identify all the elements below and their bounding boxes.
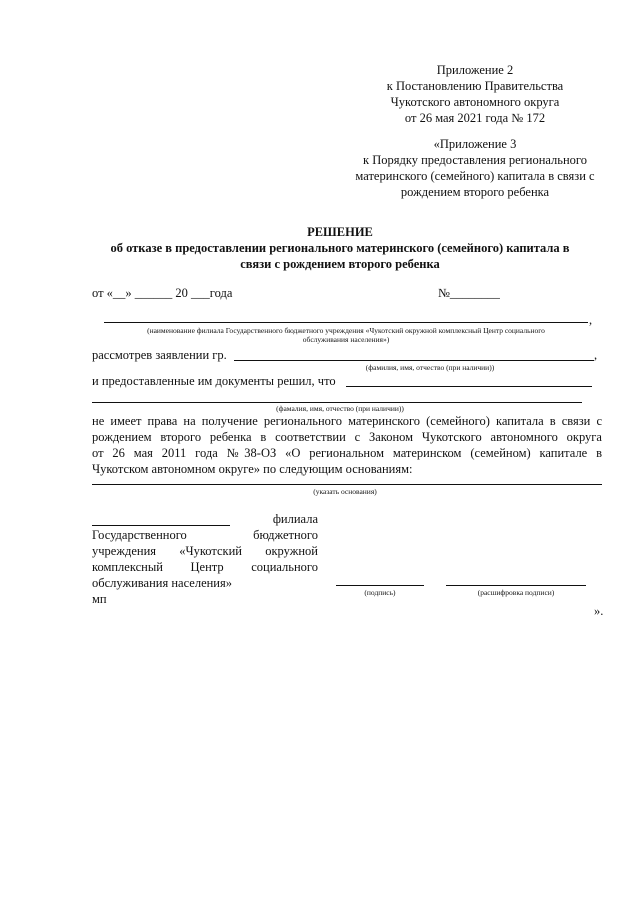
sig-word: учреждения (92, 544, 157, 558)
signature-line (336, 585, 424, 586)
closing-quote: ». (594, 604, 604, 618)
document-title (60, 224, 620, 272)
applicant-caption: (фамилия, имя, отчество (при наличии)) (365, 363, 495, 372)
appendix-header (340, 62, 610, 126)
title-sub-1: об отказе в предоставлении регионального материнского (семейного) капитала в (110, 241, 570, 255)
docs-caption: (фамалия, имя, отчество (при наличии)) (276, 404, 404, 413)
sig-word: комплексный (92, 560, 163, 574)
appendix-line-3: Чукотского автономного округа (390, 95, 560, 109)
sig-row-5: обслуживания населения» (92, 576, 232, 590)
signature-block (92, 511, 318, 607)
sig-word: Государственного (92, 528, 187, 542)
branch-caption-1: (наименование филиала Государственного бюджетного учреждения «Чукотский окружной комплексный Центр социального (147, 326, 545, 335)
appendix-inner-line-3: материнского (семейного) капитала в связи с (355, 169, 595, 183)
appendix-inner-line-4: рождением второго ребенка (400, 185, 550, 199)
title-heading: РЕШЕНИЕ (307, 225, 373, 239)
reason-caption: (указать основания) (313, 487, 377, 496)
appendix-inner-line-1: «Приложение 3 (433, 137, 517, 151)
number-field: №________ (438, 286, 500, 300)
applicant-comma: , (594, 348, 598, 362)
title-sub-2: связи с рождением второго ребенка (240, 257, 440, 271)
sig-word: бюджетного (253, 528, 318, 542)
sig-row-3 (92, 543, 318, 559)
body-line-3: от 26 мая 2011 года №38-ОЗ «О региональном материнском (семейном) капитале в (92, 446, 602, 460)
date-field: от «__» ______ 20 ___года (92, 286, 233, 300)
sig-word: окружной (265, 544, 318, 558)
signature-decode-line (446, 585, 586, 586)
appendix-line-1: Приложение 2 (436, 63, 514, 77)
sig-word: социального (251, 560, 318, 574)
branch-name-line (104, 322, 588, 323)
body-line-2: рождением второго ребенка в соответствии с Законом Чукотского автономного округа (92, 430, 602, 444)
appendix-inner-header (340, 136, 610, 200)
docs-line-1 (346, 386, 592, 387)
applicant-name-line (234, 360, 594, 361)
branch-caption-2: обслуживания населения») (302, 335, 390, 344)
docs-label: и предоставленные им документы решил, что (92, 374, 336, 388)
position-blank-line (92, 511, 230, 526)
body-paragraph (92, 413, 602, 477)
sig-row-1 (92, 511, 318, 527)
sig-word: Центр (190, 560, 224, 574)
sig-row-4 (92, 559, 318, 575)
body-line-1: не имеет права на получение регионального материнского (семейного) капитала в связи с (92, 414, 602, 428)
sig-row-2 (92, 527, 318, 543)
body-line-4: Чукотском автономном округе» по следующим основаниям: (92, 462, 413, 476)
sig-word: «Чукотский (179, 544, 242, 558)
applicant-label: рассмотрев заявлении гр. (92, 348, 227, 362)
appendix-line-2: к Постановлению Правительства (386, 79, 564, 93)
signature-decode-caption: (расшифровка подписи) (477, 588, 555, 597)
appendix-inner-line-2: к Порядку предоставления регионального (363, 153, 587, 167)
reason-line (92, 484, 602, 485)
appendix-line-4: от 26 мая 2021 года № 172 (404, 111, 546, 125)
sig-word-filiala: филиала (272, 512, 318, 526)
branch-comma: , (589, 313, 593, 327)
docs-line-2 (92, 402, 582, 403)
signature-caption: (подпись) (364, 588, 396, 597)
stamp-mp: мп (92, 592, 107, 606)
